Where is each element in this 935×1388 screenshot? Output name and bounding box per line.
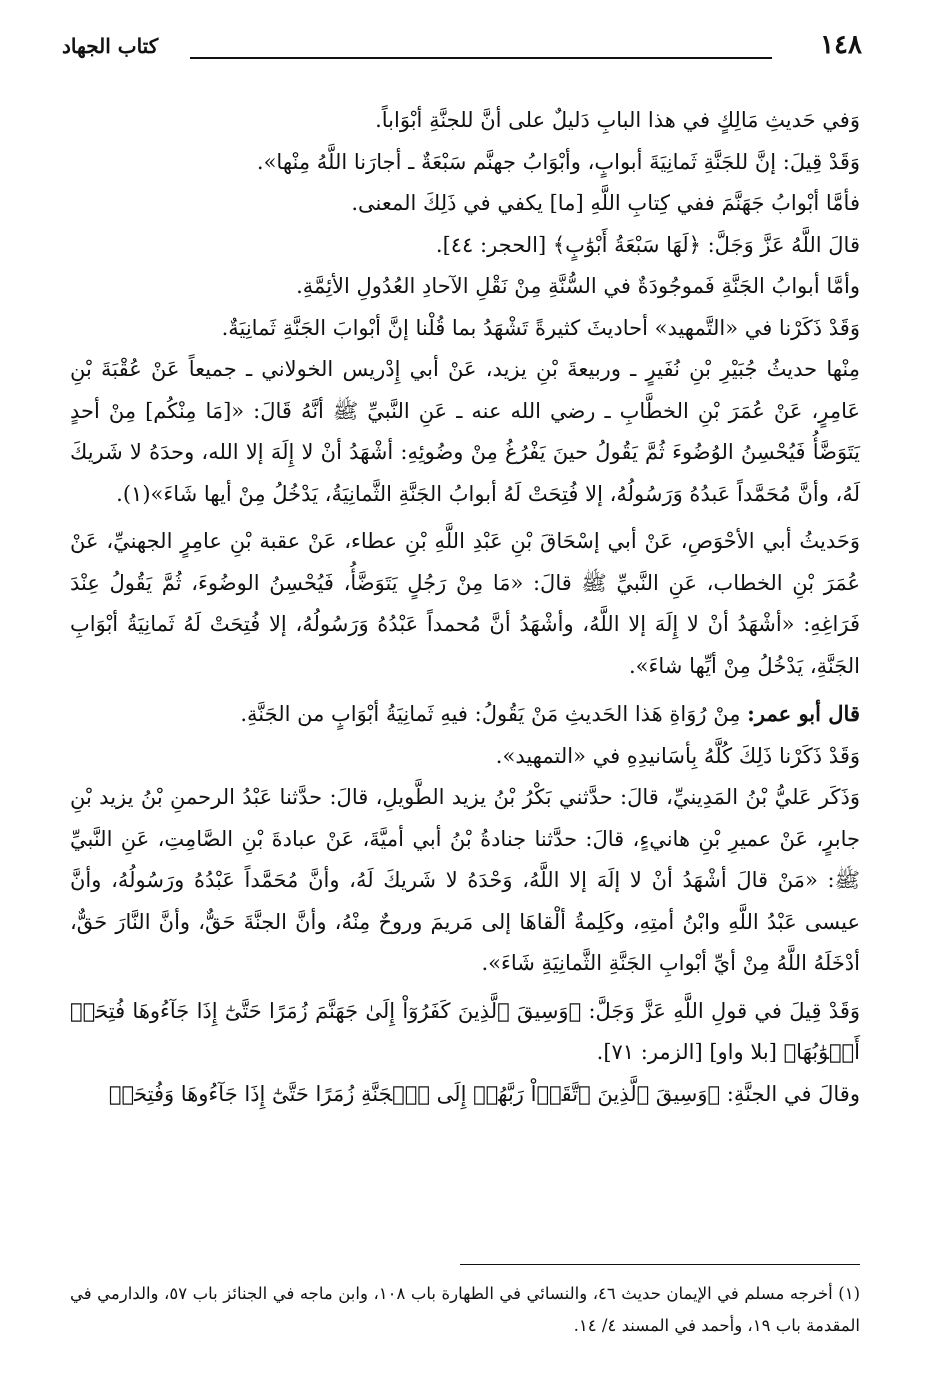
paragraph: مِنْها حديثُ جُبَيْرِ بْنِ نُفَيرٍ ـ وربيعةَ بْنِ يزيد، عَنْ أبي إِدْريس الخولاني ـ جميعاً عَنْ عُقْبَةَ بْنِ عَامِرٍ، عَنْ عُمَرَ بْنِ الخطَّابِ ـ رضي الله عنه ـ عَنِ النَّبيِّ ﷺ أنَّهُ قَالَ: «[مَا مِنْكُم] مِنْ أحدٍ يَتَوَضَّأُ فَيُحْسِنُ الوُضُوءَ ثُمَّ يَقُولُ حينَ يَفْرُغُ مِنْ وضُوئِهِ: أشْهَدُ أنْ لا إِلَهَ إلا الله، وحدَهُ لا شَريكَ لَهُ، وأنَّ مُحَمَّداً عَبدُهُ وَرَسُولُهُ، إلا فُتِحَتْ لَهُ أبوابُ الجَنَّةِ الثَّمانِيَةُ، يَدْخُلُ مِنْ أيها شَاءَ»(١). <box>70 357 860 506</box>
footnote-separator <box>460 1264 860 1265</box>
paragraph <box>70 693 860 736</box>
paragraph: وَقَدْ قِيلَ في قولِ اللَّهِ عَزَّ وَجَلَّ: ﴿وَسِيقَ ٱلَّذِينَ كَفَرُوٓاْ إِلَىٰ جَهَنَّمَ زُمَرًا حَتَّىٰٓ إِذَا جَآءُوهَا فُتِحَتۡ أَبۡوَٰبُهَا﴾ [بلا واو] [الزمر: ٧١]. <box>70 998 860 1064</box>
paragraph: وقالَ في الجنَّةِ: ﴿وَسِيقَ ٱلَّذِينَ ٱتَّقَوۡاْ رَبَّهُمۡ إِلَى ٱلۡجَنَّةِ زُمَرًا حَتَّىٰٓ إِذَا جَآءُوهَا وَفُتِحَتۡ <box>108 1081 860 1106</box>
paragraph: وَفي حَديثِ مَالِكٍ في هذا البابِ دَليلٌ على أنَّ للجنَّةِ أبْوَاباً. <box>375 108 860 132</box>
paragraph: فأمَّا أبْوابُ جَهَنَّمَ ففي كِتابِ اللَّهِ [ما] يكفي في ذَلِكَ المعنى. <box>351 191 860 215</box>
paragraph: وَقَدْ ذَكَرْنا ذَلِكَ كُلَّهُ بِأسَانيدِهِ في «التمهيد». <box>495 743 860 768</box>
footnotes <box>70 1278 860 1342</box>
paragraph: وَقَدْ ذَكَرْنا في «التَّمهيد» أحاديثَ كثيرةً تَشْهَدُ بما قُلْنا إنَّ أبْوابَ الجَنَّةِ ثَمانِيَةٌ. <box>221 315 860 340</box>
main-text <box>70 100 860 1115</box>
page-header <box>62 26 862 66</box>
header-rule <box>190 57 772 59</box>
speaker-label: قال أبو عمر: <box>747 701 860 726</box>
paragraph: وأمَّا أبوابُ الجَنَّةِ فَموجُودَةٌ في السُّنَّةِ مِنْ نَقْلِ الآحادِ العُدُولِ الأئِمَّةِ. <box>296 274 860 298</box>
paragraph: قالَ اللَّهُ عَزَّ وَجَلَّ: ﴿لَهَا سَبْعَةُ أَبْوَٰبٍ﴾ [الحجر: ٤٤]. <box>435 232 860 257</box>
footnote: (١) أخرجه مسلم في الإيمان حديث ٤٦، والنسائي في الطهارة باب ١٠٨، وابن ماجه في الجنائز باب ٥٧، والدارمي في المقدمة باب ١٩، وأحمد في المسند ٤/ ١٤. <box>70 1284 860 1335</box>
paragraph: وَحَديثُ أبي الأحْوَصِ، عَنْ أبي إسْحَاقَ بْنِ عَبْدِ اللَّهِ بْنِ عطاء، عَنْ عقبة بْنِ عامِرٍ الجهنيِّ، عَنْ عُمَرَ بْنِ الخطاب، عَنِ النَّبيِّ ﷺ قالَ: «مَا مِنْ رَجُلٍ يَتَوَضَّأُ، فَيُحْسِنُ الوضُوءَ، ثُمَّ يَقُولُ عِنْدَ فَرَاغِهِ: «أشْهَدُ أنْ لا إِلَهَ إلا اللَّهُ، وأشْهَدُ أنَّ مُحمداً عَبْدُهُ وَرَسُولُهُ، إلا فُتِحَتْ لَهُ ثَمانِيَةُ أبْوَابِ الجَنَّةِ، يَدْخُلُ مِنْ أيِّها شاءَ». <box>70 529 860 678</box>
page-number: ١٤٨ <box>820 30 862 60</box>
paragraph: وَذَكَر عَليُّ بْنُ المَدِينيِّ، قالَ: حدَّثني بَكْرُ بْنُ يزيد الطَّويلِ، قالَ: حدَّثنا عَبْدُ الرحمنِ بْنُ يزيد بْنِ جابرٍ، عَنْ عميرِ بْنِ هانيءٍ، قالَ: حدَّثنا جنادةُ بْنُ أبي أميَّةَ، عَنْ عبادةَ بْنِ الصَّامِتِ، عَنِ النَّبيِّ ﷺ: «مَنْ قالَ أشْهَدُ أنْ لا إلَهَ إلا اللَّهُ، وَحْدَهُ لا شَريكَ لَهُ، وأنَّ مُحَمَّداً عَبْدُهُ ورَسُولُهُ، وأنَّ عيسى عَبْدُ اللَّهِ وابْنُ أمتِهِ، وكَلِمةُ ألْقاهَا إلى مَريمَ وروحٌ مِنْهُ، وأنَّ الجنَّةَ حَقٌّ، وأنَّ النَّارَ حَقٌّ، أدْخَلَهُ اللَّهُ مِنْ أيِّ أبْوابِ الجَنَّةِ الثَّمانِيَةِ شَاءَ». <box>70 785 860 975</box>
paragraph-text: مِنْ رُوَاةِ هَذا الحَديثِ مَنْ يَقُولُ: فيهِ ثَمانِيَةُ أبْوَابٍ من الجَنَّةِ. <box>240 702 748 726</box>
running-title: كتاب الجهاد <box>62 34 159 58</box>
paragraph: وَقَدْ قِيلَ: إنَّ للجَنَّةِ ثَمانِيَةَ أبوابٍ، وأبْوَابُ جهنَّم سَبْعَةٌ ـ أجارَنا اللَّهُ مِنْها». <box>256 149 860 174</box>
